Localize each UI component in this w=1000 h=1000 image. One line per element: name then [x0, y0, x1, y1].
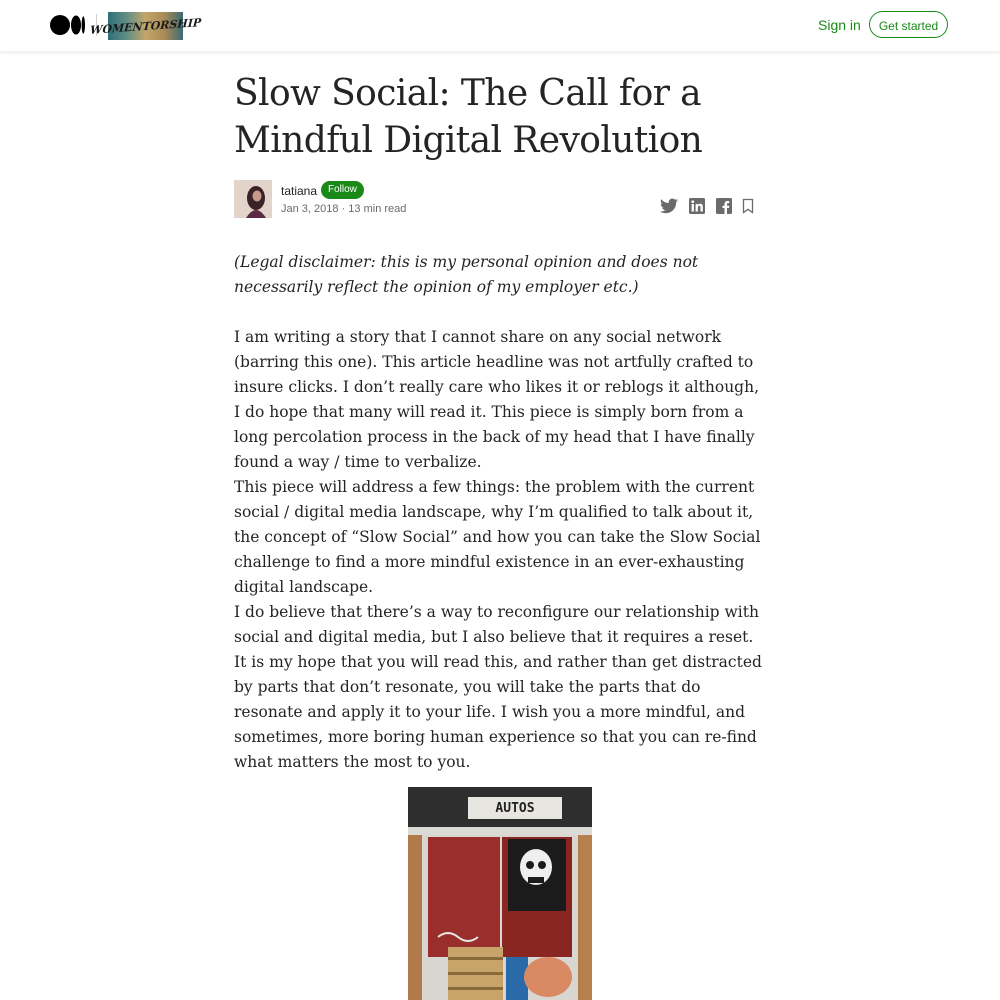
body-paragraph: I do believe that there’s a way to reconfigure our relationship with social and digital media, but I also believe that it requires a reset. It is my hope that you will read this, and rather than get distracted by parts that don’t resonate, you will take the parts that do resonate and apply it to your life. I wish you a more mindful, and sometimes, more boring human experience so that you can re-find what matters the most to you.	[234, 603, 762, 771]
body-paragraph: This piece will address a few things: the problem with the current social / digital media landscape, why I’m qualified to talk about it, the concept of “Slow Social” and how you can take the Slow Social challenge to find a more mindful existence in an ever-exhausting digital landscape.	[234, 478, 761, 596]
get-started-button[interactable]: Get started	[869, 11, 948, 38]
linkedin-icon[interactable]	[688, 198, 706, 214]
follow-button[interactable]: Follow	[321, 181, 364, 199]
article-meta	[281, 203, 406, 215]
article-image[interactable]	[408, 787, 592, 1000]
facebook-icon[interactable]	[715, 198, 733, 214]
article-title: Slow Social: The Call for a Mindful Digital Revolution	[234, 73, 703, 161]
read-time: 13 min read	[348, 203, 407, 215]
body-paragraph: I am writing a story that I cannot share on any social network (barring this one). This article headline was not artfully crafted to insure clicks. I don’t really care who likes it or reblogs it although, I do hope that many will read it. This piece is simply born from a long percolation process in the back of my head that I have finally found a way / time to verbalize.	[234, 328, 760, 471]
top-navigation-bar	[0, 0, 1000, 52]
bookmark-icon[interactable]	[741, 198, 755, 214]
publication-logo-text: WOMENTORSHIP	[89, 15, 202, 37]
twitter-icon[interactable]	[660, 198, 678, 214]
figure-sign-text: AUTOS	[495, 801, 535, 816]
publish-date: Jan 3, 2018	[281, 203, 339, 215]
author-name[interactable]: tatiana	[281, 184, 318, 198]
publication-logo[interactable]	[89, 12, 202, 40]
sign-in-link[interactable]: Sign in	[818, 17, 861, 33]
meta-separator: ·	[341, 203, 346, 215]
medium-logo-icon[interactable]	[50, 15, 85, 35]
disclaimer-paragraph: (Legal disclaimer: this is my personal opinion and does not necessarily reflect the opinion of my employer etc.)	[234, 253, 699, 296]
author-avatar[interactable]	[234, 180, 272, 218]
